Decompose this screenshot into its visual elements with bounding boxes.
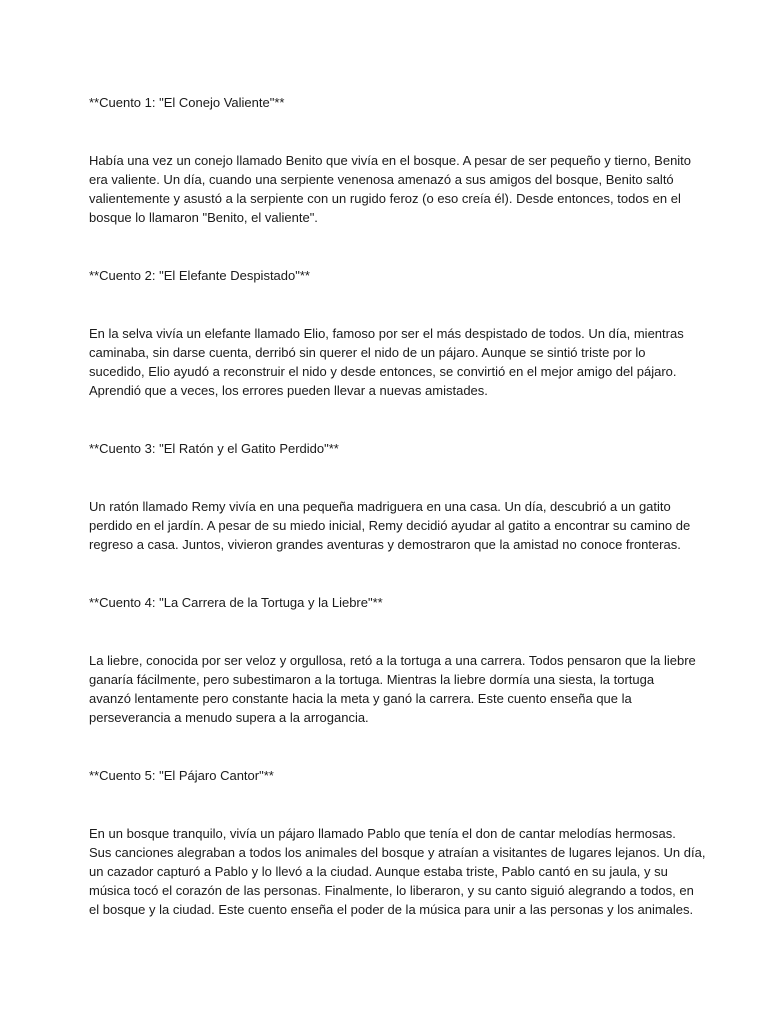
story-5-body (89, 824, 706, 919)
story-4-body (89, 651, 696, 727)
story-2-body (89, 324, 684, 400)
story-4-title: **Cuento 4: "La Carrera de la Tortuga y la Liebre"** (89, 595, 383, 610)
story-2-title: **Cuento 2: "El Elefante Despistado"** (89, 268, 310, 283)
story-3-line: perdido en el jardín. A pesar de su miedo inicial, Remy decidió ayudar al gatito a encontrar su camino de (89, 518, 691, 533)
story-2-line: Aprendió que a veces, los errores pueden llevar a nuevas amistades. (89, 383, 488, 398)
story-1-line: valientemente y asustó a la serpiente con un rugido feroz (o eso creía él). Desde entonces, todos en el (89, 191, 681, 206)
story-5-line: música tocó el corazón de las personas. Finalmente, lo liberaron, y su canto siguió alegrando a todos, en (89, 883, 694, 898)
story-2-line: En la selva vivía un elefante llamado Elio, famoso por ser el más despistado de todos. Un día, mientras (89, 326, 684, 341)
story-5-line: un cazador capturó a Pablo y lo llevó a la ciudad. Aunque estaba triste, Pablo cantó en su jaula, y su (89, 864, 668, 879)
story-5-line: el bosque y la ciudad. Este cuento enseña el poder de la música para unir a las personas y los animales. (89, 902, 694, 917)
story-4-line: avanzó lentamente pero constante hacia la meta y ganó la carrera. Este cuento enseña que la (89, 691, 632, 706)
story-4-line: La liebre, conocida por ser veloz y orgullosa, retó a la tortuga a una carrera. Todos pensaron que la liebre (89, 653, 696, 668)
story-1-body (89, 151, 692, 227)
story-2-line: sucedido, Elio ayudó a reconstruir el nido y desde entonces, se convirtió en el mejor amigo del pájaro. (89, 364, 677, 379)
story-5-line: Sus canciones alegraban a todos los animales del bosque y atraían a visitantes de lugares lejanos. Un día, (89, 845, 706, 860)
story-3-title: **Cuento 3: "El Ratón y el Gatito Perdido"** (89, 441, 339, 456)
story-5-line: En un bosque tranquilo, vivía un pájaro llamado Pablo que tenía el don de cantar melodías hermosas. (89, 826, 676, 841)
story-1-line: bosque lo llamaron "Benito, el valiente". (89, 210, 318, 225)
story-3-body (89, 497, 691, 554)
story-4-line: ganaría fácilmente, pero subestimaron a la tortuga. Mientras la liebre dormía una siesta, la tortuga (89, 672, 655, 687)
story-1-line: era valiente. Un día, cuando una serpiente venenosa amenazó a sus amigos del bosque, Benito saltó (89, 172, 674, 187)
story-2-line: caminaba, sin darse cuenta, derribó sin querer el nido de un pájaro. Aunque se sintió triste por lo (89, 345, 646, 360)
story-3-line: regreso a casa. Juntos, vivieron grandes aventuras y demostraron que la amistad no conoce fronteras. (89, 537, 681, 552)
story-3-line: Un ratón llamado Remy vivía en una pequeña madriguera en una casa. Un día, descubrió a un gatito (89, 499, 671, 514)
story-5-title: **Cuento 5: "El Pájaro Cantor"** (89, 768, 274, 783)
story-4-line: perseverancia a menudo supera a la arrogancia. (89, 710, 369, 725)
story-1-title: **Cuento 1: "El Conejo Valiente"** (89, 95, 285, 110)
story-1-line: Había una vez un conejo llamado Benito que vivía en el bosque. A pesar de ser pequeño y tierno, Benito (89, 153, 692, 168)
